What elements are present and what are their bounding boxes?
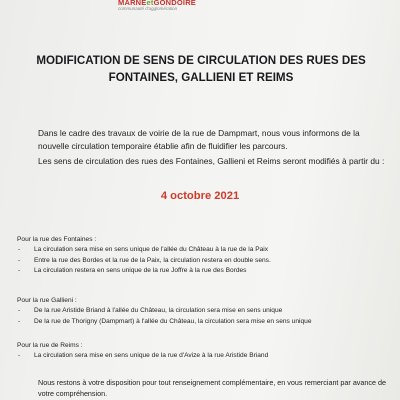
list-item: - De la rue Aristide Briand à l'allée du Château, la circulation sera mise en sens unique bbox=[17, 306, 387, 316]
intro-paragraph-1: Dans le cadre des travaux de voirie de la rue de Dampmart, nous vous informons de la nouvelle circulation temporaire établie afin de fluidifier les parcours. bbox=[38, 128, 360, 151]
logo-tagline: communauté d'agglomération bbox=[118, 6, 178, 11]
marne-et-gondoire-logo bbox=[118, 0, 206, 18]
section-list bbox=[17, 351, 387, 361]
intro-paragraph-2: Les sens de circulation des rues des Fontaines, Gallieni et Reims seront modifiés à partir du : bbox=[38, 156, 385, 166]
section-list bbox=[17, 245, 387, 276]
section-heading: Pour la rue Gallieni : bbox=[17, 297, 77, 304]
list-item: - La circulation sera mise en sens unique de l'allée du Château à la rue de la Paix bbox=[17, 245, 387, 255]
logo-wordmark: MARNEetGONDOIRE bbox=[118, 0, 197, 7]
section-heading: Pour la rue des Fontaines : bbox=[17, 236, 97, 243]
section-rue-gallieni bbox=[17, 296, 387, 327]
list-item: - Entre la rue des Bordes et la rue de la Paix, la circulation restera en double sens. bbox=[17, 256, 387, 266]
list-item: - La circulation sera mise en sens unique de la rue d'Avize à la rue Aristide Briand bbox=[17, 351, 387, 361]
effective-date: 4 octobre 2021 bbox=[160, 190, 240, 202]
list-item: - La circulation restera en sens unique de la rue Joffre à la rue des Bordes bbox=[17, 266, 387, 276]
intro-text bbox=[38, 127, 388, 171]
section-heading: Pour la rue de Reims : bbox=[17, 342, 83, 349]
section-rue-des-fontaines bbox=[17, 235, 387, 277]
page-title: MODIFICATION DE SENS DE CIRCULATION DES RUES DES FONTAINES, GALLIENI ET REIMS bbox=[36, 54, 366, 84]
list-item: - De la rue de Thorigny (Dampmart) à l'allée du Château, la circulation sera mise en sens unique bbox=[17, 317, 387, 327]
section-list bbox=[17, 306, 387, 327]
closing-text: Nous restons à votre disposition pour tout renseignement complémentaire, en vous remerciant par avance de votre compréhension. bbox=[38, 378, 386, 398]
section-rue-de-reims bbox=[17, 341, 387, 362]
